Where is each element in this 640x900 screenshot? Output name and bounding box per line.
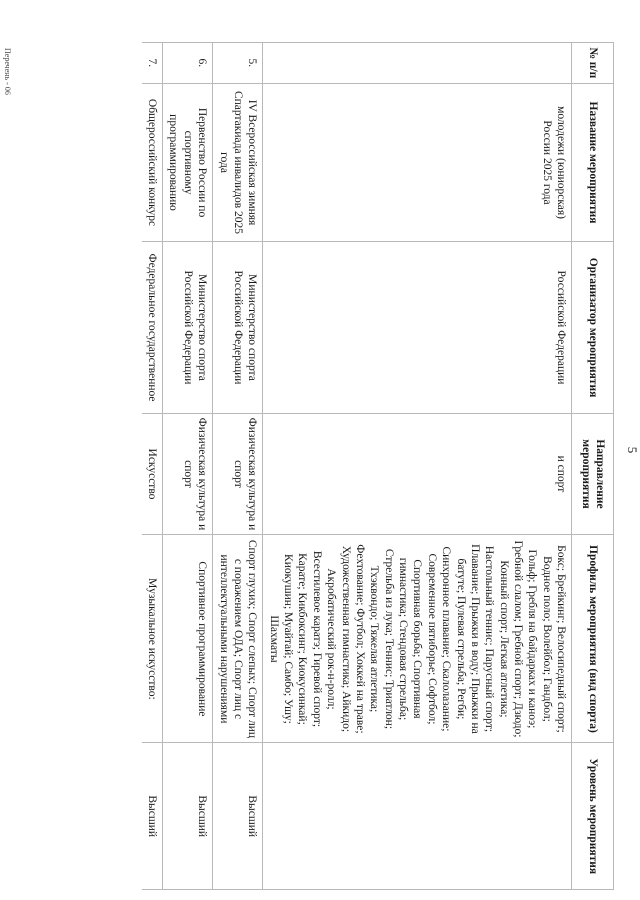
- cell-level: Высший: [142, 743, 163, 890]
- header-name: Название мероприятия: [572, 83, 614, 242]
- page-number: 5: [625, 446, 640, 454]
- header-num: № п/п: [572, 43, 614, 84]
- cell-organizer: Российской Федерации: [263, 242, 572, 413]
- header-profile: Профиль мероприятия (вид спорта): [572, 535, 614, 743]
- footer-note: Перечень - 06: [3, 48, 12, 95]
- cell-profile: Спорт глухих; Спорт слепых; Спорт лиц с поражением ОДА; Спорт лиц с интеллектуальными нарушениями: [213, 535, 263, 743]
- table-row: [142, 43, 163, 890]
- table-row: [263, 43, 572, 890]
- cell-direction: Искусство: [142, 413, 163, 535]
- cell-name: Общероссийский конкурс: [142, 83, 163, 242]
- cell-num: 7.: [142, 43, 163, 84]
- table-row: [163, 43, 213, 890]
- cell-name: IV Всероссийская зимняя Спартакиада инвалидов 2025 года: [213, 83, 263, 242]
- cell-num: [263, 43, 572, 84]
- cell-level: [263, 743, 572, 890]
- cell-organizer: Министерство спорта Российской Федерации: [213, 242, 263, 413]
- cell-organizer: Федеральное государственное: [142, 242, 163, 413]
- header-direction: Направление мероприятия: [572, 413, 614, 535]
- cell-profile: Спортивное программирование: [163, 535, 213, 743]
- cell-level: Высший: [163, 743, 213, 890]
- cell-direction: и спорт: [263, 413, 572, 535]
- cell-profile: Бокс; Брейкинг; Велосипедный спорт; Водное поло; Волейбол; Гандбол; Гольф; Гребля на байдарках и каноэ; Гребной слалом; Гребной спорт; Дзюдо; Конный спорт; Легкая атлетика; Настольный теннис; Парусный спорт; Плавание; Прыжки в воду; Прыжки на батуте; Пулевая стрельба; Регби; Синхронное плавание; Скалолазание; Современное пятиборье; Софтбол; Спортивная борьба; Спортивная гимнастика; Стендовая стрельба; Стрельба из лука; Теннис; Триатлон; Тхэквондо; Тяжелая атлетика; Фехтование; Футбол; Хоккей на траве; Художественная гимнастика; Айкидо; Акробатический рок-н-ролл; Всестилевое каратэ; Гиревой спорт; Карате; Кикбоксинг; Киокусинкай; Киокушин; Муайтай; Самбо; Ушу; Шахматы: [263, 535, 572, 743]
- cell-organizer: Министерство спорта Российской Федерации: [163, 242, 213, 413]
- table-row: [213, 43, 263, 890]
- cell-direction: Физическая культура и спорт: [213, 413, 263, 535]
- events-table: [142, 42, 614, 890]
- cell-num: 6.: [163, 43, 213, 84]
- table-header-row: [572, 43, 614, 890]
- header-level: Уровень мероприятия: [572, 743, 614, 890]
- cell-name: Первенство России по спортивному программированию: [163, 83, 213, 242]
- cell-name: молодежи (юниорская) России 2025 года: [263, 83, 572, 242]
- cell-profile: Музыкальное искусство:: [142, 535, 163, 743]
- cell-num: 5.: [213, 43, 263, 84]
- cell-direction: Физическая культура и спорт: [163, 413, 213, 535]
- header-organizer: Организатор мероприятия: [572, 242, 614, 413]
- cell-level: Высший: [213, 743, 263, 890]
